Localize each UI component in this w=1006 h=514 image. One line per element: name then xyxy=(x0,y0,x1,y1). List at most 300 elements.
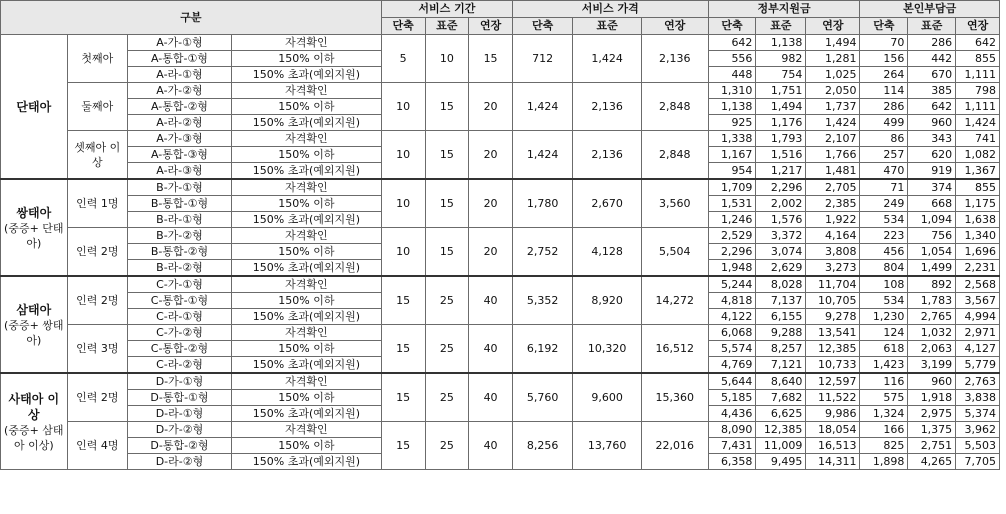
header-service-period: 서비스 기간 xyxy=(381,1,512,18)
gov-support-cell: 1,766 xyxy=(806,147,860,163)
service-price-cell: 1,424 xyxy=(512,131,572,180)
service-price-cell: 2,848 xyxy=(641,131,708,180)
self-pay-cell: 166 xyxy=(860,422,908,438)
self-pay-cell: 5,503 xyxy=(956,438,1000,454)
table-row xyxy=(1,422,1000,438)
gov-support-cell: 925 xyxy=(708,115,756,131)
self-pay-cell: 668 xyxy=(908,196,956,212)
service-period-cell: 20 xyxy=(469,83,513,131)
group-label xyxy=(1,179,68,276)
group-label xyxy=(1,35,68,180)
self-pay-cell: 741 xyxy=(956,131,1000,147)
service-period-cell: 25 xyxy=(425,422,469,470)
self-pay-cell: 618 xyxy=(860,341,908,357)
service-price-cell: 8,920 xyxy=(573,276,642,325)
gov-support-cell: 1,751 xyxy=(756,83,806,99)
service-period-cell: 20 xyxy=(469,131,513,180)
gov-support-cell: 16,513 xyxy=(806,438,860,454)
eligibility-criteria: 150% 이하 xyxy=(231,51,381,67)
self-pay-cell: 1,032 xyxy=(908,325,956,341)
eligibility-criteria: 자격확인 xyxy=(231,276,381,293)
header-sub-standard: 표준 xyxy=(908,18,956,35)
type-code: C-라-①형 xyxy=(127,309,231,325)
subgroup-label: 첫째아 xyxy=(67,35,127,83)
subgroup-label: 인력 2명 xyxy=(67,373,127,422)
gov-support-cell: 6,155 xyxy=(756,309,806,325)
eligibility-criteria: 150% 이하 xyxy=(231,196,381,212)
gov-support-cell: 11,522 xyxy=(806,390,860,406)
self-pay-cell: 2,063 xyxy=(908,341,956,357)
self-pay-cell: 1,082 xyxy=(956,147,1000,163)
eligibility-criteria: 150% 이하 xyxy=(231,293,381,309)
gov-support-cell: 3,808 xyxy=(806,244,860,260)
gov-support-cell: 754 xyxy=(756,67,806,83)
type-code: A-통합-②형 xyxy=(127,99,231,115)
header-sub-short: 단축 xyxy=(708,18,756,35)
service-period-cell: 25 xyxy=(425,276,469,325)
self-pay-cell: 1,054 xyxy=(908,244,956,260)
self-pay-cell: 5,374 xyxy=(956,406,1000,422)
self-pay-cell: 7,705 xyxy=(956,454,1000,470)
gov-support-cell: 5,185 xyxy=(708,390,756,406)
self-pay-cell: 1,111 xyxy=(956,99,1000,115)
service-price-cell: 712 xyxy=(512,35,572,83)
gov-support-cell: 7,121 xyxy=(756,357,806,374)
service-price-cell: 2,136 xyxy=(573,83,642,131)
header-service-price: 서비스 가격 xyxy=(512,1,708,18)
gov-support-cell: 1,281 xyxy=(806,51,860,67)
type-code: D-라-①형 xyxy=(127,406,231,422)
table-row xyxy=(1,83,1000,99)
gov-support-cell: 7,431 xyxy=(708,438,756,454)
gov-support-cell: 11,704 xyxy=(806,276,860,293)
eligibility-criteria: 자격확인 xyxy=(231,179,381,196)
subgroup-label: 인력 4명 xyxy=(67,422,127,470)
type-code: D-통합-②형 xyxy=(127,438,231,454)
gov-support-cell: 1,424 xyxy=(806,115,860,131)
gov-support-cell: 642 xyxy=(708,35,756,51)
subgroup-label: 인력 2명 xyxy=(67,228,127,277)
self-pay-cell: 855 xyxy=(956,51,1000,67)
type-code: A-라-①형 xyxy=(127,67,231,83)
type-code: B-라-①형 xyxy=(127,212,231,228)
gov-support-cell: 3,273 xyxy=(806,260,860,277)
gov-support-cell: 1,025 xyxy=(806,67,860,83)
eligibility-criteria: 150% 초과(예외지원) xyxy=(231,454,381,470)
self-pay-cell: 2,765 xyxy=(908,309,956,325)
gov-support-cell: 12,385 xyxy=(806,341,860,357)
subgroup-label: 인력 2명 xyxy=(67,276,127,325)
gov-support-cell: 10,733 xyxy=(806,357,860,374)
service-price-cell: 1,780 xyxy=(512,179,572,228)
group-name: 쌍태아 xyxy=(16,205,52,220)
self-pay-cell: 1,783 xyxy=(908,293,956,309)
type-code: D-라-②형 xyxy=(127,454,231,470)
table-row xyxy=(1,325,1000,341)
service-period-cell: 10 xyxy=(381,83,425,131)
eligibility-criteria: 150% 이하 xyxy=(231,438,381,454)
self-pay-cell: 960 xyxy=(908,115,956,131)
self-pay-cell: 3,962 xyxy=(956,422,1000,438)
self-pay-cell: 108 xyxy=(860,276,908,293)
self-pay-cell: 1,367 xyxy=(956,163,1000,180)
service-period-cell: 15 xyxy=(425,83,469,131)
self-pay-cell: 1,094 xyxy=(908,212,956,228)
service-period-cell: 15 xyxy=(381,325,425,374)
gov-support-cell: 448 xyxy=(708,67,756,83)
self-pay-cell: 798 xyxy=(956,83,1000,99)
service-period-cell: 25 xyxy=(425,373,469,422)
service-period-cell: 40 xyxy=(469,373,513,422)
service-period-cell: 15 xyxy=(425,228,469,277)
service-period-cell: 20 xyxy=(469,228,513,277)
gov-support-cell: 1,246 xyxy=(708,212,756,228)
gov-support-cell: 1,948 xyxy=(708,260,756,277)
self-pay-cell: 855 xyxy=(956,179,1000,196)
group-name: 단태아 xyxy=(16,99,52,114)
type-code: A-통합-③형 xyxy=(127,147,231,163)
self-pay-cell: 825 xyxy=(860,438,908,454)
gov-support-cell: 4,436 xyxy=(708,406,756,422)
service-period-cell: 10 xyxy=(381,131,425,180)
header-sub-short: 단축 xyxy=(381,18,425,35)
header-sub-extended: 연장 xyxy=(469,18,513,35)
group-note: (중증+ 쌍태아) xyxy=(4,318,64,347)
header-self-pay: 본인부담금 xyxy=(860,1,1000,18)
eligibility-criteria: 자격확인 xyxy=(231,325,381,341)
group-label xyxy=(1,276,68,373)
type-code: C-통합-②형 xyxy=(127,341,231,357)
header-sub-extended: 연장 xyxy=(806,18,860,35)
service-price-cell: 2,752 xyxy=(512,228,572,277)
service-period-cell: 15 xyxy=(381,373,425,422)
self-pay-cell: 5,779 xyxy=(956,357,1000,374)
service-price-cell: 2,136 xyxy=(641,35,708,83)
service-price-cell: 10,320 xyxy=(573,325,642,374)
type-code: D-통합-①형 xyxy=(127,390,231,406)
self-pay-cell: 1,340 xyxy=(956,228,1000,244)
gov-support-cell: 4,769 xyxy=(708,357,756,374)
type-code: B-가-①형 xyxy=(127,179,231,196)
gov-support-cell: 1,576 xyxy=(756,212,806,228)
gov-support-cell: 5,644 xyxy=(708,373,756,390)
self-pay-cell: 1,424 xyxy=(956,115,1000,131)
header-sub-standard: 표준 xyxy=(425,18,469,35)
self-pay-cell: 116 xyxy=(860,373,908,390)
gov-support-cell: 7,682 xyxy=(756,390,806,406)
gov-support-cell: 7,137 xyxy=(756,293,806,309)
type-code: B-통합-①형 xyxy=(127,196,231,212)
self-pay-cell: 1,175 xyxy=(956,196,1000,212)
gov-support-cell: 2,002 xyxy=(756,196,806,212)
self-pay-cell: 286 xyxy=(860,99,908,115)
gov-support-cell: 1,922 xyxy=(806,212,860,228)
gov-support-cell: 2,050 xyxy=(806,83,860,99)
service-period-cell: 15 xyxy=(381,276,425,325)
header-category: 구분 xyxy=(1,1,382,35)
service-period-cell: 10 xyxy=(381,228,425,277)
self-pay-cell: 1,898 xyxy=(860,454,908,470)
gov-support-cell: 982 xyxy=(756,51,806,67)
type-code: D-가-②형 xyxy=(127,422,231,438)
gov-support-cell: 12,385 xyxy=(756,422,806,438)
self-pay-cell: 1,375 xyxy=(908,422,956,438)
service-price-cell: 2,136 xyxy=(573,131,642,180)
type-code: A-통합-①형 xyxy=(127,51,231,67)
gov-support-cell: 6,358 xyxy=(708,454,756,470)
self-pay-cell: 499 xyxy=(860,115,908,131)
subgroup-label: 인력 3명 xyxy=(67,325,127,374)
gov-support-cell: 8,028 xyxy=(756,276,806,293)
service-price-cell: 5,504 xyxy=(641,228,708,277)
gov-support-cell: 9,986 xyxy=(806,406,860,422)
gov-support-cell: 8,640 xyxy=(756,373,806,390)
self-pay-cell: 534 xyxy=(860,212,908,228)
self-pay-cell: 575 xyxy=(860,390,908,406)
group-label xyxy=(1,373,68,470)
gov-support-cell: 1,217 xyxy=(756,163,806,180)
self-pay-cell: 3,567 xyxy=(956,293,1000,309)
service-price-cell: 15,360 xyxy=(641,373,708,422)
type-code: C-가-②형 xyxy=(127,325,231,341)
service-period-cell: 15 xyxy=(381,422,425,470)
service-period-cell: 10 xyxy=(425,35,469,83)
self-pay-cell: 642 xyxy=(956,35,1000,51)
service-price-cell: 2,670 xyxy=(573,179,642,228)
subgroup-label: 셋째아 이상 xyxy=(67,131,127,180)
eligibility-criteria: 150% 이하 xyxy=(231,244,381,260)
service-price-cell: 2,848 xyxy=(641,83,708,131)
service-period-cell: 15 xyxy=(425,131,469,180)
self-pay-cell: 2,568 xyxy=(956,276,1000,293)
type-code: A-라-②형 xyxy=(127,115,231,131)
self-pay-cell: 223 xyxy=(860,228,908,244)
self-pay-cell: 385 xyxy=(908,83,956,99)
gov-support-cell: 6,625 xyxy=(756,406,806,422)
eligibility-criteria: 150% 이하 xyxy=(231,341,381,357)
gov-support-cell: 3,372 xyxy=(756,228,806,244)
service-price-cell: 5,352 xyxy=(512,276,572,325)
self-pay-cell: 1,638 xyxy=(956,212,1000,228)
self-pay-cell: 2,751 xyxy=(908,438,956,454)
eligibility-criteria: 자격확인 xyxy=(231,228,381,244)
service-price-cell: 6,192 xyxy=(512,325,572,374)
self-pay-cell: 2,971 xyxy=(956,325,1000,341)
self-pay-cell: 343 xyxy=(908,131,956,147)
eligibility-criteria: 자격확인 xyxy=(231,83,381,99)
gov-support-cell: 1,494 xyxy=(806,35,860,51)
type-code: B-통합-②형 xyxy=(127,244,231,260)
gov-support-cell: 1,531 xyxy=(708,196,756,212)
gov-support-cell: 8,257 xyxy=(756,341,806,357)
service-period-cell: 25 xyxy=(425,325,469,374)
eligibility-criteria: 150% 이하 xyxy=(231,99,381,115)
table-row xyxy=(1,131,1000,147)
self-pay-cell: 1,324 xyxy=(860,406,908,422)
gov-support-cell: 556 xyxy=(708,51,756,67)
type-code: A-라-③형 xyxy=(127,163,231,180)
gov-support-cell: 1,138 xyxy=(756,35,806,51)
service-period-cell: 40 xyxy=(469,276,513,325)
eligibility-criteria: 150% 이하 xyxy=(231,390,381,406)
eligibility-criteria: 150% 초과(예외지원) xyxy=(231,115,381,131)
self-pay-cell: 4,265 xyxy=(908,454,956,470)
gov-support-cell: 14,311 xyxy=(806,454,860,470)
gov-support-cell: 1,737 xyxy=(806,99,860,115)
service-price-cell: 16,512 xyxy=(641,325,708,374)
self-pay-cell: 919 xyxy=(908,163,956,180)
gov-support-cell: 1,138 xyxy=(708,99,756,115)
self-pay-cell: 3,838 xyxy=(956,390,1000,406)
table-row xyxy=(1,276,1000,293)
header-sub-short: 단축 xyxy=(512,18,572,35)
service-period-cell: 15 xyxy=(425,179,469,228)
self-pay-cell: 1,918 xyxy=(908,390,956,406)
type-code: B-라-②형 xyxy=(127,260,231,277)
type-code: A-가-①형 xyxy=(127,35,231,51)
service-period-cell: 5 xyxy=(381,35,425,83)
gov-support-cell: 2,705 xyxy=(806,179,860,196)
eligibility-criteria: 150% 이하 xyxy=(231,147,381,163)
gov-support-cell: 1,709 xyxy=(708,179,756,196)
self-pay-cell: 70 xyxy=(860,35,908,51)
gov-support-cell: 2,629 xyxy=(756,260,806,277)
type-code: C-라-②형 xyxy=(127,357,231,374)
table-body xyxy=(1,35,1000,470)
gov-support-cell: 13,541 xyxy=(806,325,860,341)
self-pay-cell: 2,975 xyxy=(908,406,956,422)
gov-support-cell: 9,278 xyxy=(806,309,860,325)
self-pay-cell: 249 xyxy=(860,196,908,212)
gov-support-cell: 8,090 xyxy=(708,422,756,438)
self-pay-cell: 124 xyxy=(860,325,908,341)
gov-support-cell: 1,481 xyxy=(806,163,860,180)
service-price-cell: 22,016 xyxy=(641,422,708,470)
service-period-cell: 15 xyxy=(469,35,513,83)
type-code: D-가-①형 xyxy=(127,373,231,390)
type-code: C-통합-①형 xyxy=(127,293,231,309)
header-sub-extended: 연장 xyxy=(956,18,1000,35)
service-period-cell: 20 xyxy=(469,179,513,228)
subgroup-label: 인력 1명 xyxy=(67,179,127,228)
gov-support-cell: 1,310 xyxy=(708,83,756,99)
gov-support-cell: 1,338 xyxy=(708,131,756,147)
service-period-cell: 40 xyxy=(469,422,513,470)
service-price-cell: 1,424 xyxy=(512,83,572,131)
self-pay-cell: 86 xyxy=(860,131,908,147)
gov-support-cell: 9,495 xyxy=(756,454,806,470)
gov-support-cell: 1,793 xyxy=(756,131,806,147)
group-name: 삼태아 xyxy=(16,302,52,317)
header-sub-short: 단축 xyxy=(860,18,908,35)
self-pay-cell: 1,111 xyxy=(956,67,1000,83)
self-pay-cell: 1,423 xyxy=(860,357,908,374)
self-pay-cell: 374 xyxy=(908,179,956,196)
gov-support-cell: 3,074 xyxy=(756,244,806,260)
self-pay-cell: 4,127 xyxy=(956,341,1000,357)
eligibility-criteria: 150% 초과(예외지원) xyxy=(231,406,381,422)
group-name: 사태아 이상 xyxy=(8,391,60,422)
gov-support-cell: 11,009 xyxy=(756,438,806,454)
gov-support-cell: 2,296 xyxy=(708,244,756,260)
self-pay-cell: 2,231 xyxy=(956,260,1000,277)
gov-support-cell: 2,529 xyxy=(708,228,756,244)
eligibility-criteria: 자격확인 xyxy=(231,35,381,51)
self-pay-cell: 2,763 xyxy=(956,373,1000,390)
eligibility-criteria: 150% 초과(예외지원) xyxy=(231,67,381,83)
gov-support-cell: 1,176 xyxy=(756,115,806,131)
table-row xyxy=(1,373,1000,390)
self-pay-cell: 257 xyxy=(860,147,908,163)
self-pay-cell: 156 xyxy=(860,51,908,67)
type-code: A-가-②형 xyxy=(127,83,231,99)
subgroup-label: 둘째아 xyxy=(67,83,127,131)
type-code: A-가-③형 xyxy=(127,131,231,147)
self-pay-cell: 960 xyxy=(908,373,956,390)
table-row xyxy=(1,228,1000,244)
self-pay-cell: 620 xyxy=(908,147,956,163)
self-pay-cell: 642 xyxy=(908,99,956,115)
gov-support-cell: 12,597 xyxy=(806,373,860,390)
gov-support-cell: 10,705 xyxy=(806,293,860,309)
eligibility-criteria: 150% 초과(예외지원) xyxy=(231,357,381,374)
service-price-cell: 3,560 xyxy=(641,179,708,228)
gov-support-cell: 5,244 xyxy=(708,276,756,293)
gov-support-cell: 4,164 xyxy=(806,228,860,244)
gov-support-cell: 18,054 xyxy=(806,422,860,438)
table-row xyxy=(1,179,1000,196)
header-gov-support: 정부지원금 xyxy=(708,1,860,18)
service-price-cell: 5,760 xyxy=(512,373,572,422)
self-pay-cell: 264 xyxy=(860,67,908,83)
table-row xyxy=(1,35,1000,51)
eligibility-criteria: 자격확인 xyxy=(231,373,381,390)
eligibility-criteria: 150% 초과(예외지원) xyxy=(231,309,381,325)
gov-support-cell: 2,296 xyxy=(756,179,806,196)
eligibility-criteria: 150% 초과(예외지원) xyxy=(231,163,381,180)
self-pay-cell: 1,230 xyxy=(860,309,908,325)
service-period-cell: 10 xyxy=(381,179,425,228)
self-pay-cell: 804 xyxy=(860,260,908,277)
service-price-cell: 13,760 xyxy=(573,422,642,470)
self-pay-cell: 4,994 xyxy=(956,309,1000,325)
service-price-cell: 9,600 xyxy=(573,373,642,422)
gov-support-cell: 1,516 xyxy=(756,147,806,163)
self-pay-cell: 534 xyxy=(860,293,908,309)
gov-support-cell: 2,385 xyxy=(806,196,860,212)
self-pay-cell: 456 xyxy=(860,244,908,260)
gov-support-cell: 2,107 xyxy=(806,131,860,147)
gov-support-cell: 4,122 xyxy=(708,309,756,325)
service-price-cell: 4,128 xyxy=(573,228,642,277)
self-pay-cell: 442 xyxy=(908,51,956,67)
eligibility-criteria: 자격확인 xyxy=(231,422,381,438)
self-pay-cell: 470 xyxy=(860,163,908,180)
service-price-cell: 1,424 xyxy=(573,35,642,83)
service-price-cell: 14,272 xyxy=(641,276,708,325)
header-sub-extended: 연장 xyxy=(641,18,708,35)
group-note: (중증+ 단태아) xyxy=(4,221,64,250)
self-pay-cell: 71 xyxy=(860,179,908,196)
self-pay-cell: 1,696 xyxy=(956,244,1000,260)
self-pay-cell: 670 xyxy=(908,67,956,83)
gov-support-cell: 954 xyxy=(708,163,756,180)
self-pay-cell: 1,499 xyxy=(908,260,956,277)
header-sub-standard: 표준 xyxy=(756,18,806,35)
eligibility-criteria: 150% 초과(예외지원) xyxy=(231,260,381,277)
self-pay-cell: 286 xyxy=(908,35,956,51)
gov-support-cell: 5,574 xyxy=(708,341,756,357)
